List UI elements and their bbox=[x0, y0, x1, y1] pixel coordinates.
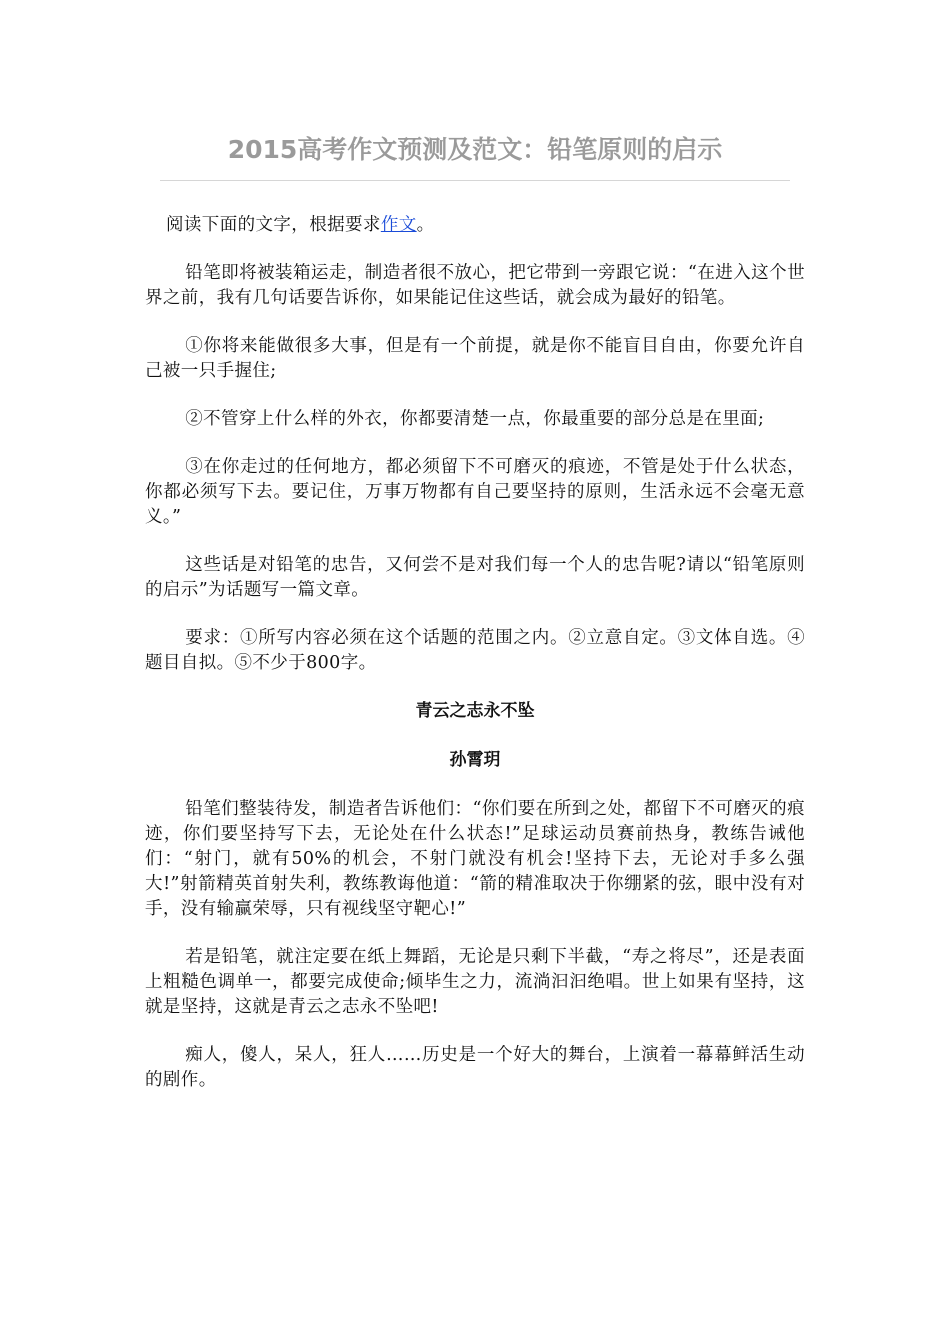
essay-author: 孙霄玥 bbox=[449, 750, 501, 770]
prompt-paragraph: 铅笔即将被装箱运走，制造者很不放心，把它带到一旁跟它说：“在进入这个世界之前，我有几句话要告诉你，如果能记住这些话，就会成为最好的铅笔。 bbox=[145, 263, 805, 308]
page-title: 2015高考作文预测及范文：铅笔原则的启示 bbox=[227, 135, 723, 164]
essay-link[interactable]: 作文 bbox=[380, 215, 417, 235]
intro-text-end: 。 bbox=[416, 215, 435, 235]
title-divider bbox=[160, 180, 790, 181]
requirements-paragraph: 要求：①所写内容必须在这个话题的范围之内。②立意自定。③文体自选。④题目自拟。⑤不少于800字。 bbox=[145, 628, 805, 673]
intro-text: 阅读下面的文字，根据要求 bbox=[166, 215, 381, 235]
essay-title: 青云之志永不坠 bbox=[415, 701, 535, 721]
essay-paragraph: 痴人，傻人，呆人，狂人……历史是一个好大的舞台，上演着一幕幕鲜活生动的剧作。 bbox=[145, 1045, 805, 1090]
intro-paragraph bbox=[145, 213, 805, 238]
essay-paragraph: 若是铅笔，就注定要在纸上舞蹈，无论是只剩下半截，“寿之将尽”，还是表面上粗糙色调单一，都要完成使命;倾毕生之力，流淌汩汩绝唱。世上如果有坚持，这就是坚持，这就是青云之志永不坠吧! bbox=[145, 947, 805, 1017]
prompt-paragraph: 这些话是对铅笔的忠告，又何尝不是对我们每一个人的忠告呢?请以“铅笔原则的启示”为话题写一篇文章。 bbox=[145, 555, 805, 600]
prompt-paragraph: ②不管穿上什么样的外衣，你都要清楚一点，你最重要的部分总是在里面; bbox=[185, 409, 765, 429]
prompt-paragraph: ③在你走过的任何地方，都必须留下不可磨灭的痕迹，不管是处于什么状态，你都必须写下去。要记住，万事万物都有自己要坚持的原则，生活永远不会毫无意义。” bbox=[145, 457, 805, 527]
document-body bbox=[145, 213, 805, 1116]
prompt-paragraph: ①你将来能做很多大事，但是有一个前提，就是你不能盲目自由，你要允许自己被一只手握住; bbox=[145, 336, 805, 381]
essay-paragraph: 铅笔们整装待发，制造者告诉他们：“你们要在所到之处，都留下不可磨灭的痕迹，你们要坚持写下去，无论处在什么状态!”足球运动员赛前热身，教练告诫他们：“射门，就有50%的机会，不射门就没有机会!坚持下去，无论对手多么强大!”射箭精英首射失利，教练教诲他道：“箭的精准取决于你绷紧的弦，眼中没有对手，没有输赢荣辱，只有视线坚守靶心!” bbox=[145, 799, 805, 919]
